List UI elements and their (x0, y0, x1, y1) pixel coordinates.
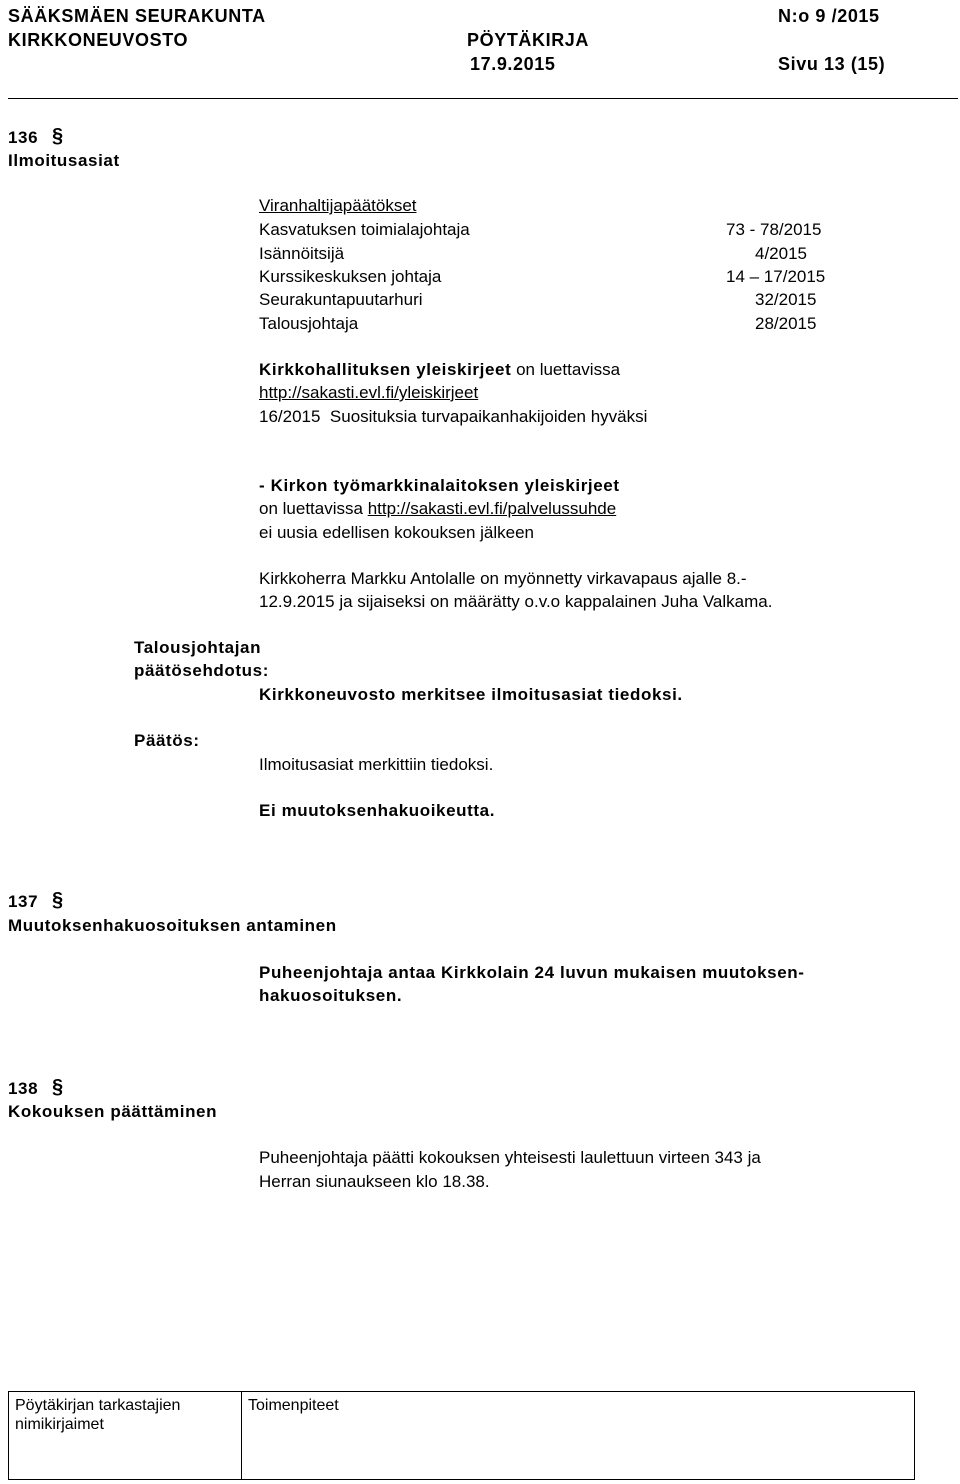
decision-role: Talousjohtaja (259, 314, 359, 333)
kirkkohallitus-rest: on luettavissa (511, 360, 621, 379)
section-137-number: 137 (8, 892, 39, 911)
footer-signatures-label-2: nimikirjaimet (15, 1416, 104, 1434)
decision-role: Seurakuntapuutarhuri (259, 290, 423, 309)
kirkkohallitus-line (259, 360, 620, 380)
decision-value: 14 – 17/2015 (726, 267, 826, 286)
meeting-date: 17.9.2015 (470, 54, 556, 74)
virkavapaus-line-1: Kirkkoherra Markku Antolalle on myönnetty virkavapaus ajalle 8.- (259, 569, 747, 588)
virkavapaus-line-2: 12.9.2015 ja sijaiseksi on määrätty o.v.o kappalainen Juha Valkama. (259, 592, 773, 611)
footer-signatures-label-1: Pöytäkirjan tarkastajien (15, 1397, 181, 1414)
viranhaltija-heading: Viranhaltijapäätökset (259, 196, 417, 215)
section-136-number: 136 (8, 128, 39, 147)
section-138-text-1: Puheenjohtaja päätti kokouksen yhteisesti laulettuun virteen 343 ja (259, 1148, 761, 1167)
proposal-text: Kirkkoneuvosto merkitsee ilmoitusasiat tiedoksi. (259, 685, 683, 704)
section-137-title: Muutoksenhakuosoituksen antaminen (8, 916, 337, 935)
decision-role: Kurssikeskuksen johtaja (259, 267, 442, 286)
proposal-label-1: Talousjohtajan (134, 638, 262, 657)
page-number: Sivu 13 (15) (778, 54, 886, 74)
decision-value: 4/2015 (755, 244, 807, 263)
section-138-text-2: Herran siunaukseen klo 18.38. (259, 1172, 490, 1191)
body-name: KIRKKONEUVOSTO (8, 30, 189, 50)
decision-text: Ilmoitusasiat merkittiin tiedoksi. (259, 755, 494, 774)
doc-number: N:o 9 /2015 (778, 6, 880, 26)
decision-value: 32/2015 (755, 290, 817, 309)
footer-signatures-cell (9, 1392, 242, 1480)
header-divider (8, 98, 958, 99)
section-138-number: 138 (8, 1079, 39, 1098)
decision-value: 73 - 78/2015 (726, 220, 822, 239)
paragraph-sign-icon: § (52, 1076, 64, 1098)
paragraph-sign-icon: § (52, 889, 64, 911)
doc-type: PÖYTÄKIRJA (467, 30, 590, 50)
paragraph-sign-icon: § (52, 125, 64, 147)
section-136-title: Ilmoitusasiat (8, 151, 120, 170)
tyomarkkina-heading: - Kirkon työmarkkinalaitoksen yleiskirjeet (259, 476, 620, 495)
tyomarkkina-note: ei uusia edellisen kokouksen jälkeen (259, 523, 535, 542)
decision-value: 28/2015 (755, 314, 817, 333)
decision-label: Päätös: (134, 731, 200, 750)
org-name: SÄÄKSMÄEN SEURAKUNTA (8, 6, 266, 26)
tyomarkkina-line (259, 499, 616, 519)
section-137-text-1: Puheenjohtaja antaa Kirkkolain 24 luvun mukaisen muutoksen- (259, 963, 805, 982)
footer-actions-cell (242, 1392, 915, 1480)
kirkkohallitus-heading: Kirkkohallituksen yleiskirjeet (259, 360, 512, 379)
kirkkohallitus-item: 16/2015 Suosituksia turvapaikanhakijoiden hyväksi (259, 407, 648, 426)
appeal-note: Ei muutoksenhakuoikeutta. (259, 801, 496, 820)
decision-role: Kasvatuksen toimialajohtaja (259, 220, 470, 239)
tyomarkkina-prefix: on luettavissa (259, 499, 368, 518)
decision-role: Isännöitsijä (259, 244, 345, 263)
section-138-title: Kokouksen päättäminen (8, 1102, 218, 1121)
proposal-label-2: päätösehdotus: (134, 661, 269, 680)
footer-table (8, 1391, 915, 1480)
footer-actions-label: Toimenpiteet (248, 1397, 339, 1414)
section-137-text-2: hakuosoituksen. (259, 986, 403, 1005)
yleiskirjeet-link[interactable]: http://sakasti.evl.fi/yleiskirjeet (259, 383, 479, 402)
palvelussuhde-link[interactable]: http://sakasti.evl.fi/palvelussuhde (367, 499, 617, 518)
